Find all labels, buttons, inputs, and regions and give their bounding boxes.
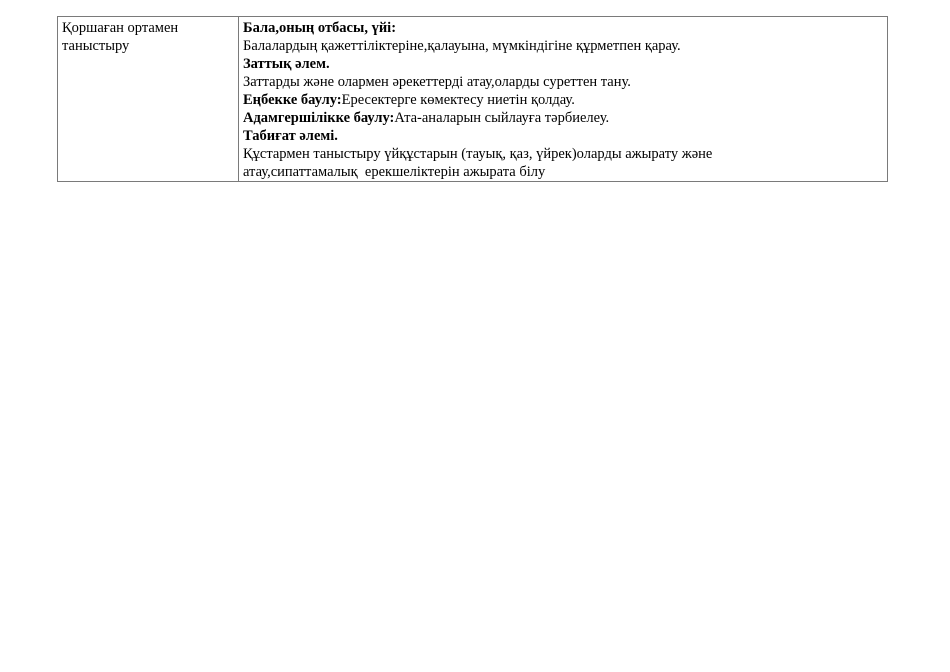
- labor-text: Ересектерге көмектесу ниетін қолдау.: [341, 92, 575, 108]
- labor-label: Еңбекке баулу:: [243, 92, 342, 108]
- nature-text-line2: атау,сипаттамалық ерекшеліктерін ажырата білу: [243, 164, 546, 180]
- table-row: [58, 17, 888, 182]
- objects-text: Заттарды және олармен әрекеттерді атау,оларды суреттен тану.: [243, 74, 631, 90]
- humanity-line: [243, 109, 883, 127]
- humanity-text: Ата-аналарын сыйлауға тәрбиелеу.: [394, 110, 610, 126]
- labor-line: [243, 91, 883, 109]
- topic-cell: [58, 17, 239, 182]
- content-cell: [239, 17, 888, 182]
- nature-text-line1: Құстармен таныстыру үйқұстарын (тауық, қаз, үйрек)оларды ажырату және: [243, 146, 713, 162]
- humanity-label: Адамгершілікке баулу:: [243, 110, 395, 126]
- nature-heading: Табиғат әлемі.: [243, 128, 338, 144]
- family-text: Балалардың қажеттіліктеріне,қалауына, мүмкіндігіне құрметпен қарау.: [243, 38, 681, 54]
- family-heading: Бала,оның отбасы, үйі:: [243, 20, 397, 36]
- objects-heading: Заттық әлем.: [243, 56, 330, 72]
- content-table: [57, 16, 888, 182]
- topic-label: Қоршаған ортамен таныстыру: [62, 20, 179, 54]
